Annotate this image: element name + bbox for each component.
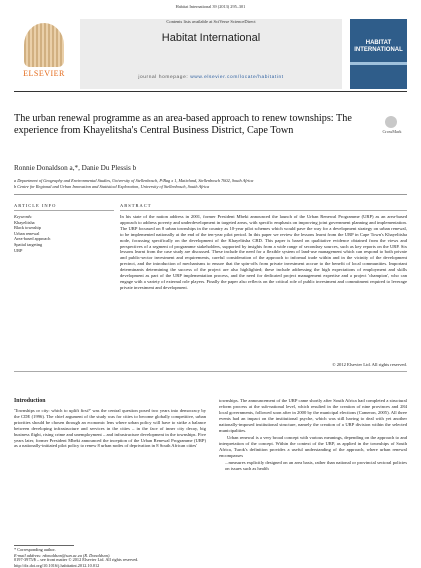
- doi-link[interactable]: http://dx.doi.org/10.1016/j.habitatint.2012.10.012: [14, 562, 100, 568]
- introduction-heading: Introduction: [14, 398, 46, 404]
- abstract-divider: [14, 371, 407, 372]
- journal-name: Habitat International: [161, 32, 261, 44]
- keywords-label: Keywords:: [14, 214, 33, 219]
- affiliation-b: b Centre for Regional and Urban Innovation and Statistical Exploration, University of Stellenbosch, South Africa: [14, 184, 210, 189]
- issn-block: [14, 557, 206, 568]
- author-email: E-mail address: rdonaldson@sun.ac.za (R. Donaldson).: [14, 552, 111, 558]
- journal-cover-image: [350, 19, 407, 89]
- introduction-left-column: 'Townships or city: which to uplift first?' was the central question posed two years into democracy by the CDE (1996). The chief argument of the study was for cities to become globally competitive, urban priorities should be chosen through an economic lens where urban policy will have to strike a balance between developing infrastructure and services in the cities – in the face of inner city decay, big business flight, rising crime and unemployment – and infrastructure development in the townships. Five years later, former President Mbeki announced the inception of the Urban Renewal Programme (URP) as a nationally-initiated pilot policy to renew 8 urban nodes of deprivation in 8 South African cities': [14, 408, 206, 449]
- copyright-notice: © 2012 Elsevier Ltd. All rights reserved.: [332, 362, 407, 367]
- corresponding-author-note: * Corresponding author.: [14, 547, 56, 552]
- contents-line: Contents lists available at SciVerse ScienceDirect: [166, 19, 256, 24]
- intro-paragraph: townships. The announcement of the URP came shortly after South Africa had completed a structural reform process at the sub-national level, which resulted in the creation of nine provinces and 284 local governments, followed soon after in 2000 by the municipal elections (Cameron, 2005). All three events had an impact on the institutional psyche, which was still having to deal with yet another nationally-imposed institutional structure, namely the creation of a URP division within the selected municipalities.: [219, 398, 407, 433]
- keyword-item: Spatial targeting: [14, 241, 43, 247]
- journal-reference: Habitat International 39 (2013) 295–301: [175, 4, 246, 9]
- article-info-rule: [14, 210, 114, 211]
- keyword-item: Khayelitsha: [14, 219, 35, 225]
- affiliation-a: a Department of Geography and Environmental Studies, University of Stellenbosch, P/Bag x 1, Matieland, Stellenbosch 7602, South Africa: [14, 178, 254, 183]
- elsevier-logo: [14, 21, 74, 85]
- article-authors: Ronnie Donaldson a,*, Danie Du Plessis b: [14, 164, 137, 172]
- section-divider: [14, 194, 407, 195]
- keyword-item: Area-based approach: [14, 236, 51, 242]
- homepage-link[interactable]: www.elsevier.com/locate/habitatint: [190, 75, 284, 80]
- article-title: The urban renewal programme as an area-based approach to renew townships: The experience from Khayelitsha's Central Business District, Cape Town: [14, 113, 352, 136]
- journal-homepage: [80, 75, 342, 80]
- crossmark-icon[interactable]: [385, 116, 397, 128]
- crossmark-label: CrossMark: [382, 129, 402, 134]
- introduction-right-column: [219, 398, 407, 473]
- publisher-name: ELSEVIER: [23, 69, 65, 78]
- issn-line: 0197-3975/$ – see front matter © 2012 Elsevier Ltd. All rights reserved.: [14, 557, 139, 562]
- article-info-heading: ARTICLE INFO: [14, 203, 57, 208]
- keywords-block: [14, 214, 114, 253]
- intro-quote: ...measures explicitly designed on an area basis, rather than national or provincial sectoral policies on issues such as health: [225, 460, 407, 471]
- homepage-prefix: journal homepage:: [138, 75, 189, 80]
- footnote-rule: [14, 545, 74, 546]
- keyword-item: Black township: [14, 225, 41, 231]
- header-divider: [14, 91, 407, 92]
- cover-title: HABITAT INTERNATIONAL: [354, 40, 403, 53]
- abstract-text: In his state of the nation address in 2001, former President Mbeki announced the launch of the Urban Renewal Programme (URP) as an area-based approach to address poverty and underdevelopment in targeted areas, with specific emphasis on improving joint government planning and implementation. The URP focussed on 8 urban townships in the country as 10-year pilot schemes which would pave the way for a development strategy on urban renewal, to be implemented nationally at the end of the ten-year pilot period. In this paper we review the lessons learnt from the URP in Cape Town's Khayelitsha node, focussing specifically on the development of the Khayelitsha CBD. This paper is based on qualitative evidence obtained from the views and perspectives of a segment of programme stakeholders, supported by insights from a wide range of secondary sources, such as key reports on the URP. Six lessons learnt from the case study are discussed. These include the need for a flexible system of land-use management which can respond to both private and public-sector investment and requirements, careful consideration of the approach to informal trade within and in the vicinity of the development precinct, and the introduction of mechanisms to ensure that the spin-offs from private investment accrue to the benefit of local communities. Important determinants determining the success of the project are also highlighted; these include addressing the high expectations of employment and skills development as part of the URP implementation process, and the need for dedicated project management expertise and a project 'champion', who can engage with a variety of external role players. Finally the paper also reflects on the critical role of public investment and commitment required to leverage private investment and development.: [120, 214, 407, 290]
- abstract-heading: ABSTRACT: [120, 203, 152, 208]
- abstract-rule: [120, 210, 407, 211]
- cover-stripe: [350, 62, 407, 65]
- elsevier-tree-icon: [24, 23, 64, 67]
- intro-paragraph: Urban renewal is a very broad concept with various meanings, depending on the approach to and interpretation of the concept. Within the context of the URP, as applied in the townships of South Africa, Turok's definition provides a useful understanding of the approach, where urban renewal encompasses: [219, 434, 407, 458]
- keyword-item: Urban renewal: [14, 230, 40, 236]
- keyword-item: URP: [14, 247, 23, 253]
